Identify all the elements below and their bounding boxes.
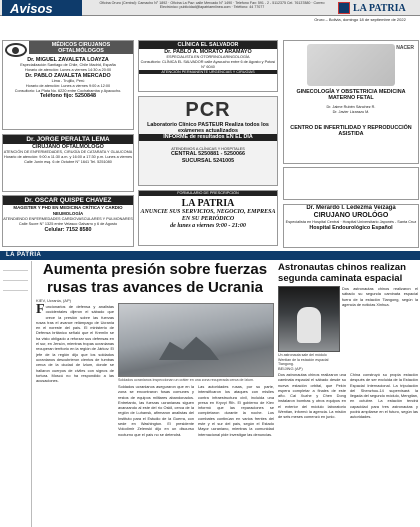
ad-title: Dr. JORGE PERALTA LEMA — [3, 135, 133, 144]
phone: Teléfono fijo: 5250848 — [40, 93, 96, 100]
nacer-logo: NACER — [396, 45, 414, 51]
flag-icon — [338, 2, 350, 14]
side-headline: Astronautas chinos realizan segunda caminata espacial — [278, 262, 406, 284]
ad-line: CENTRO DE INFERTILIDAD Y REPRODUCCIÓN ASISTIDA — [290, 125, 412, 138]
ad-line: INFORME de resultados EN EL DÍA — [139, 134, 277, 140]
divider — [3, 270, 28, 271]
doctor-name: Dr. Javier Lizarazu M. — [332, 110, 370, 115]
phone: SUCURSAL 5241005 — [181, 157, 235, 164]
astronaut-photo — [278, 286, 340, 352]
page-header — [0, 0, 420, 16]
hours: Horario de atención: Lunes a viernes 14:30 a 20:00 — [24, 68, 112, 72]
newspaper-logo — [338, 0, 420, 16]
ad-line: Horario de atención: 9:00 a 11:30 a.m. y 16:00 a 17:30 p.m. Lunes a viernes — [3, 155, 133, 159]
ad-slogan: ANUNCIE SUS SERVICIOS, NEGOCIO, EMPRESA EN SU PERIÓDICO — [140, 208, 276, 222]
logo-text: LA PATRIA — [353, 2, 406, 14]
article-column-2: Soldados ucranianos aseguraron que en la zona se encontraron fosas comunes y restos de equipos militares abandonados. Entretanto, las fuerzas ucranianas siguen avanzando al este del río Oskil, cerca de la región de Luhansk, afirmaron analistas del Instituto para el Estudio de la Guerra, con sede en Washington. El presidente Volodímir Zelenski dijo en un discurso nocturno que el país no se detendrá. — [118, 384, 194, 437]
eye-icon — [5, 43, 27, 57]
ad-line: ATENDIENDO ENFERMEDADES CARDIOVASCULARES Y PULMONARES — [3, 217, 133, 222]
news-band — [0, 251, 420, 260]
hours: Horario de atención: Lunes a viernes 9:00 a 12:00 — [25, 83, 111, 88]
specialization: ESPECIALISTA EN OTORRINOLARINGOLOGÍA — [166, 55, 250, 60]
side-column-1: Dos astronautas chinos realizaron el sábado su segunda caminata espacial fuera de la estación Tiangong, según la agencia de noticias Xinhua. — [342, 286, 418, 307]
article-text: uncionarios de defensa y analistas occidentales dijeron el sábado que crece la presión sobre las fuerzas rusas tras el avance relámpago de Ucrania en el noreste del país. El ministerio de Defensa británico señaló que el Kremlin se ha visto obligado a reforzar sus defensas en el sur, en Jersón, mientras tropas ucranianas recuperan territorio en la región de Járkov. El jefe de la región dijo que los soldados ucranianos descubrieron cientos de tumbas cerca de la ciudad de Izium, donde se hallaron cuerpos de civiles con signos de tortura. Moscú no ha respondido a las acusaciones. — [36, 304, 114, 384]
photo-caption: Soldados ucranianos inspeccionan un cráter en una zona recuperada cerca de Izium. — [118, 378, 255, 382]
pcr-title: PCR — [185, 99, 231, 121]
ad-note: ATENCIÓN PERMANENTE URGENCIAS Y CIRUGÍAS — [139, 70, 277, 75]
divider — [3, 280, 28, 281]
doctor-name: Dr. MIGUEL ZAVALETA LOAYZA — [27, 57, 109, 63]
article-column-1 — [36, 304, 114, 526]
address: Consultorio: CLÍNICA EL SALVADOR calle Ayacucho entre 6 de Agosto y Potosí N° 6040 — [140, 60, 276, 69]
news-band-label: LA PATRIA — [6, 252, 42, 258]
drop-cap: F — [36, 304, 45, 317]
ad-ledezma — [283, 204, 419, 248]
left-strip — [0, 261, 32, 527]
ad-title: LA PATRIA — [181, 197, 235, 209]
ad-hours: de lunes a viernes 9:00 - 21:00 — [170, 222, 246, 229]
dateline: Oruro – Bolivia, domingo 18 de septiembre de 2022 — [314, 17, 406, 22]
side-column-3: China construyó su propia estación después de ser excluida de la Estación Espacial Internacional. La tripulación del Shenzhou-14 supervisará la llegada del segundo módulo, Mengtian, en octubre. La estación tendrá capacidad para tres astronautas y podrá ampliarse en el futuro, según las autoridades. — [350, 372, 418, 420]
ad-line: Calle Junín esq. 6 de Octubre N° 1641 Tel. 5251080 — [24, 159, 112, 164]
specialization: Lima - Trujillo, Perú — [51, 79, 85, 83]
ad-title: CLÍNICA EL SALVADOR — [139, 41, 277, 49]
doctor-name: Dr. PABLO ZAVALETA MERCADO — [25, 72, 111, 79]
ad-line: ATENDEMOS A CLÍNICAS Y HOSPITALES — [171, 146, 245, 151]
ad-title: Dr. Merardo I. Ledezma Veizaga — [306, 205, 396, 211]
ad-band: FORMULARIO DE PRESCRIPCIÓN — [139, 191, 277, 196]
ad-peralta — [2, 134, 134, 192]
doctor-name: Dr. Jaime Rubén Sánchez R. — [326, 105, 376, 110]
ad-subtitle: CIRUJANO OFTALMÓLOGO — [32, 144, 104, 150]
ad-subtitle: MAGISTER Y PHD EN MEDICINA CRÍTICA Y CARDIO NEUMOLOGÍA — [13, 205, 123, 217]
ad-title: Dr. OSCAR QUISPE CHAVEZ — [3, 196, 133, 205]
contact-info: Oficina Oruro (Central): Camacho N° 1892 · Oficina La Paz: calle Mercado N° 1490 · Telefono Fax: 591 - 2 - 5112375 Cel. 76137880 · Correo Electrónico: publicidad@lapatriaenlinea.com · Teléfono: 44 77077 — [99, 1, 325, 10]
doctor-name: Dr. PABLO A. MORATO ARAMAYO — [164, 49, 252, 55]
ad-line: ATENCIÓN DE ENFERMEDADES, CIRUGÍA DE CATARATA Y GLAUCOMA — [3, 150, 133, 155]
main-headline: Aumenta presión sobre fuerzas rusas tras avances de Ucrania — [42, 261, 268, 296]
ad-la-patria — [138, 190, 278, 246]
ad-quispe — [2, 195, 134, 247]
baby-image — [307, 44, 395, 86]
ad-nacer — [283, 40, 419, 164]
specialization: Especialización Santiago de Chile, Chile Madrid, España — [20, 63, 116, 68]
ad-line: Hospital Endourológico Español — [309, 225, 393, 231]
phone: Celular: 7152 8580 — [44, 227, 92, 233]
ad-subtitle: CIRUJANO UROLÓGO — [313, 212, 389, 220]
section-title: Avisos — [2, 0, 82, 16]
ad-title: MÉDICOS CIRUJANOS OFTALMÓLOGOS — [51, 42, 111, 55]
side-credit: BEIJING (AP) — [278, 366, 303, 371]
divider — [3, 290, 28, 291]
side-column-2: Dos astronautas chinos realizaron una caminata espacial el sábado desde su nueva estación orbital, que Pekín espera completar a finales de este año. Cai Xuzhe y Chen Dong instalaron bombas y otros equipos en el exterior del módulo laboratorio Wentian, informó la agencia. La misión de seis meses comenzó en junio. — [278, 372, 346, 420]
ad-line: Laboratorio Clínico PASTEUR Realiza todos los exámenes actualizados — [147, 122, 269, 135]
ad-oftalmologos — [2, 40, 134, 130]
side-photo-caption: Un astronauta sale del módulo Wentian de la estación espacial Tiangong. — [278, 353, 329, 367]
ad-empty-box — [283, 167, 419, 200]
phone: CENTRAL 5250881 - 5250066 — [171, 151, 245, 158]
ad-line: Especialista en Hospital Central · Hospital Universitario Japonés - Santa Cruz — [285, 220, 417, 225]
ad-title: GINECOLOGÍA Y OBSTETRICIA MEDICINA MATERNO FETAL — [296, 89, 406, 102]
ad-line: Calle Sucre N° 1325 entre Velasco Galvarro y 6 de Agosto — [18, 222, 118, 227]
address: Consultorio: La Plata No. 6220 entre Cochabamba y Ayacucho. — [14, 88, 122, 93]
main-credit: KIEV, Ucrania, (AP) — [36, 298, 71, 303]
ad-pcr-pasteur — [138, 96, 278, 186]
article-photo — [118, 303, 274, 377]
article-column-3: Las autoridades rusas, por su parte, intensificaron los ataques con misiles contra infraestructura civil, incluida una presa en Kryvyi Rih. El gobierno de Kiev informó que las reparaciones se completaron durante la noche. Los combates continúan en varios frentes del este y el sur del país, según el Estado Mayor ucraniano, mientras la comunidad internacional pide investigar las denuncias. — [198, 384, 274, 437]
ad-clinica-salvador — [138, 40, 278, 92]
